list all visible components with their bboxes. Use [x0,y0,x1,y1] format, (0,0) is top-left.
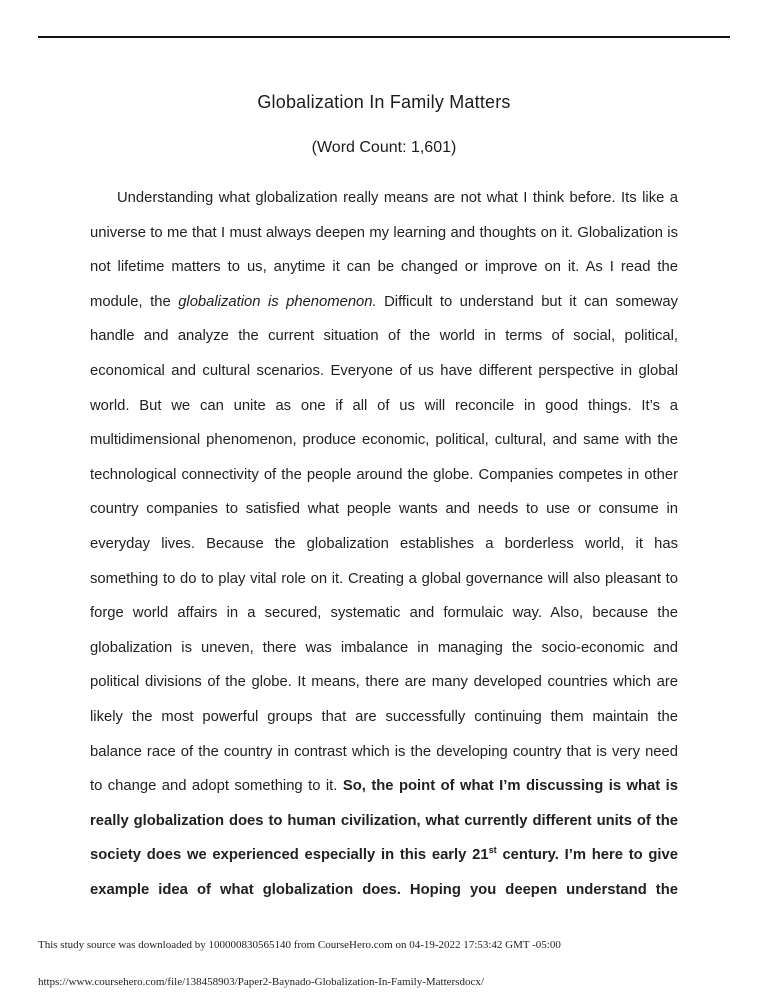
essay-title: Globalization In Family Matters [257,92,511,112]
top-horizontal-rule [38,36,730,38]
essay-paragraph [90,181,678,907]
paragraph-segment: globalization is phenomenon. [178,293,377,310]
paragraph-segment: Understanding what globalization really means are not what I think before. Its like a universe to me that I must always deepen my learning and thoughts on it. Globalization is not lifetime matters to us, anytime it can be changed or improve on it. As I read the module, the [90,190,678,310]
footer-url-link[interactable]: https://www.coursehero.com/file/138458903/Paper2-Baynado-Globalization-In-Family-Mattersdocx/ [38,976,484,988]
paragraph-segment: century. I’m here to give example idea of what globalization does. Hoping you deepen understand the [90,847,678,898]
document-content [90,92,678,907]
paragraph-segment: st [488,845,497,856]
paragraph-segment: So, the point of what I’m discussing is what is really globalization does to human civilization, what currently different units of the society does we experienced especially in this early 21 [90,778,678,864]
paragraph-segment: Difficult to understand but it can someway handle and analyze the current situation of the world in terms of social, political, economical and cultural scenarios. Everyone of us have different perspective in global world. But we can unite as one if all of us will reconcile in good things. It’s a multidimensional phenomenon, produce economic, political, cultural, and same with the technological connectivity of the people around the globe. Companies competes in other country companies to satisfied what people wants and needs to use or consume in everyday lives. Because the globalization establishes a borderless world, it has something to do to play vital role on it. Creating a global governance will also pleasant to forge world affairs in a secured, systematic and formulaic way. Also, because the globalization is uneven, there was imbalance in managing the socio-economic and political divisions of the globe. It means, there are many developed countries which are likely the most powerful groups that are successfully continuing them maintain the balance race of the country in contrast which is the developing country that is very need to change and adopt something to it. [90,293,678,795]
word-count: (Word Count: 1,601) [311,139,457,156]
footer-download-note: This study source was downloaded by 100000830565140 from CourseHero.com on 04-19-2022 17:53:42 GMT -05:00 [38,939,561,951]
